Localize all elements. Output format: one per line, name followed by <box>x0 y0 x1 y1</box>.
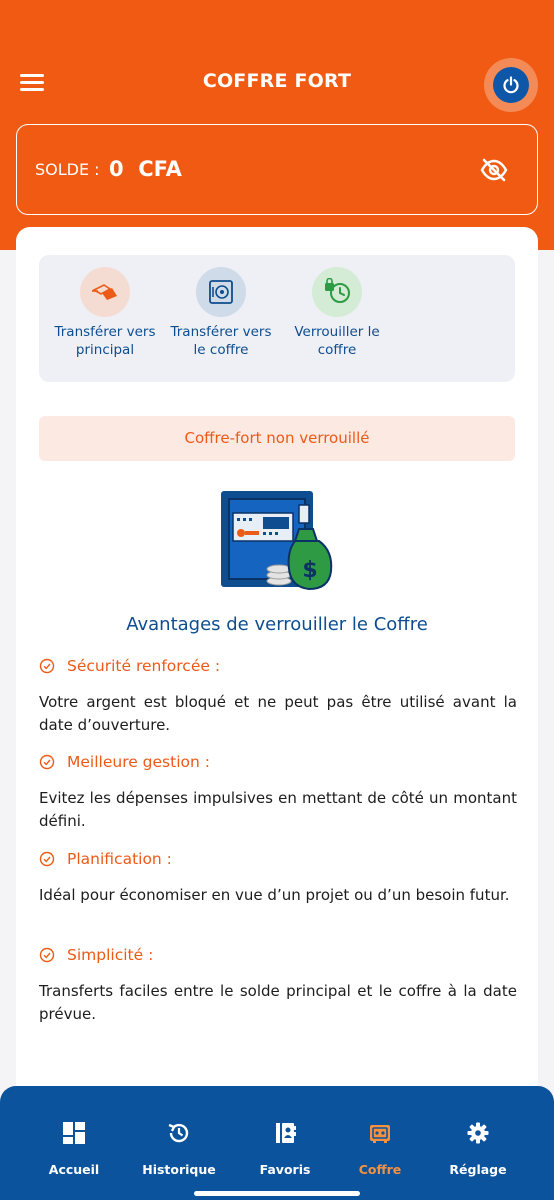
safe-icon <box>330 1120 430 1146</box>
lock-status-banner: Coffre-fort non verrouillé <box>39 416 515 461</box>
power-icon <box>493 67 529 103</box>
balance-value: 0 CFA <box>109 157 182 181</box>
check-circle-icon <box>39 658 55 674</box>
nav-item-accueil[interactable] <box>24 1120 124 1177</box>
nav-label: Coffre <box>358 1162 402 1177</box>
lock-clock-icon <box>312 267 362 317</box>
advantage-heading: Planification : <box>67 850 172 868</box>
balance-label: SOLDE : <box>35 160 100 179</box>
advantage-item <box>39 753 517 833</box>
action-transfer-to-safe[interactable] <box>163 267 279 359</box>
nav-label: Favoris <box>259 1162 311 1177</box>
advantage-text: Evitez les dépenses impulsives en mettant de côté un montant défini. <box>39 789 517 830</box>
nav-item-favoris[interactable] <box>235 1120 335 1177</box>
nav-label: Historique <box>142 1162 216 1177</box>
advantage-text: Transferts faciles entre le solde principal et le coffre à la date prévue. <box>39 982 517 1023</box>
safe-money-illustration <box>217 489 337 593</box>
advantage-text: Idéal pour économiser en vue d’un projet ou d’un besoin futur. <box>39 886 510 904</box>
action-label: Transférer vers principal <box>54 324 156 358</box>
home-indicator[interactable] <box>194 1191 360 1196</box>
advantage-item <box>39 946 517 1026</box>
advantage-heading: Meilleure gestion : <box>67 753 210 771</box>
bottom-nav <box>0 1086 554 1200</box>
nav-item-reglage[interactable] <box>428 1120 528 1177</box>
page-title: COFFRE FORT <box>202 70 352 92</box>
advantages-title: Avantages de verrouiller le Coffre <box>126 614 428 635</box>
action-lock-safe[interactable] <box>279 267 395 359</box>
action-label: Transférer vers le coffre <box>170 324 272 358</box>
check-circle-icon <box>39 851 55 867</box>
transfer-out-icon <box>80 267 130 317</box>
header <box>0 0 554 250</box>
main-content <box>16 227 538 1127</box>
power-button[interactable] <box>484 58 538 112</box>
advantage-item <box>39 657 517 737</box>
nav-item-coffre[interactable] <box>330 1120 430 1177</box>
quick-actions <box>39 255 515 382</box>
safe-icon <box>196 267 246 317</box>
contacts-book-icon <box>235 1120 335 1146</box>
nav-label: Accueil <box>48 1162 100 1177</box>
svg-text:$: $ <box>302 558 318 583</box>
advantage-heading: Sécurité renforcée : <box>67 657 221 675</box>
advantage-heading: Simplicité : <box>67 946 154 964</box>
history-icon <box>129 1120 229 1146</box>
action-label: Verrouiller le coffre <box>294 324 380 358</box>
nav-label: Réglage <box>449 1162 507 1177</box>
check-circle-icon <box>39 947 55 963</box>
check-circle-icon <box>39 754 55 770</box>
eye-off-icon[interactable] <box>479 157 509 183</box>
balance-card <box>16 124 538 215</box>
gear-icon <box>428 1120 528 1146</box>
action-transfer-to-main[interactable] <box>47 267 163 359</box>
dashboard-icon <box>24 1120 124 1146</box>
advantage-text: Votre argent est bloqué et ne peut pas être utilisé avant la date d’ouverture. <box>39 693 517 734</box>
nav-item-historique[interactable] <box>129 1120 229 1177</box>
advantage-item <box>39 850 517 907</box>
